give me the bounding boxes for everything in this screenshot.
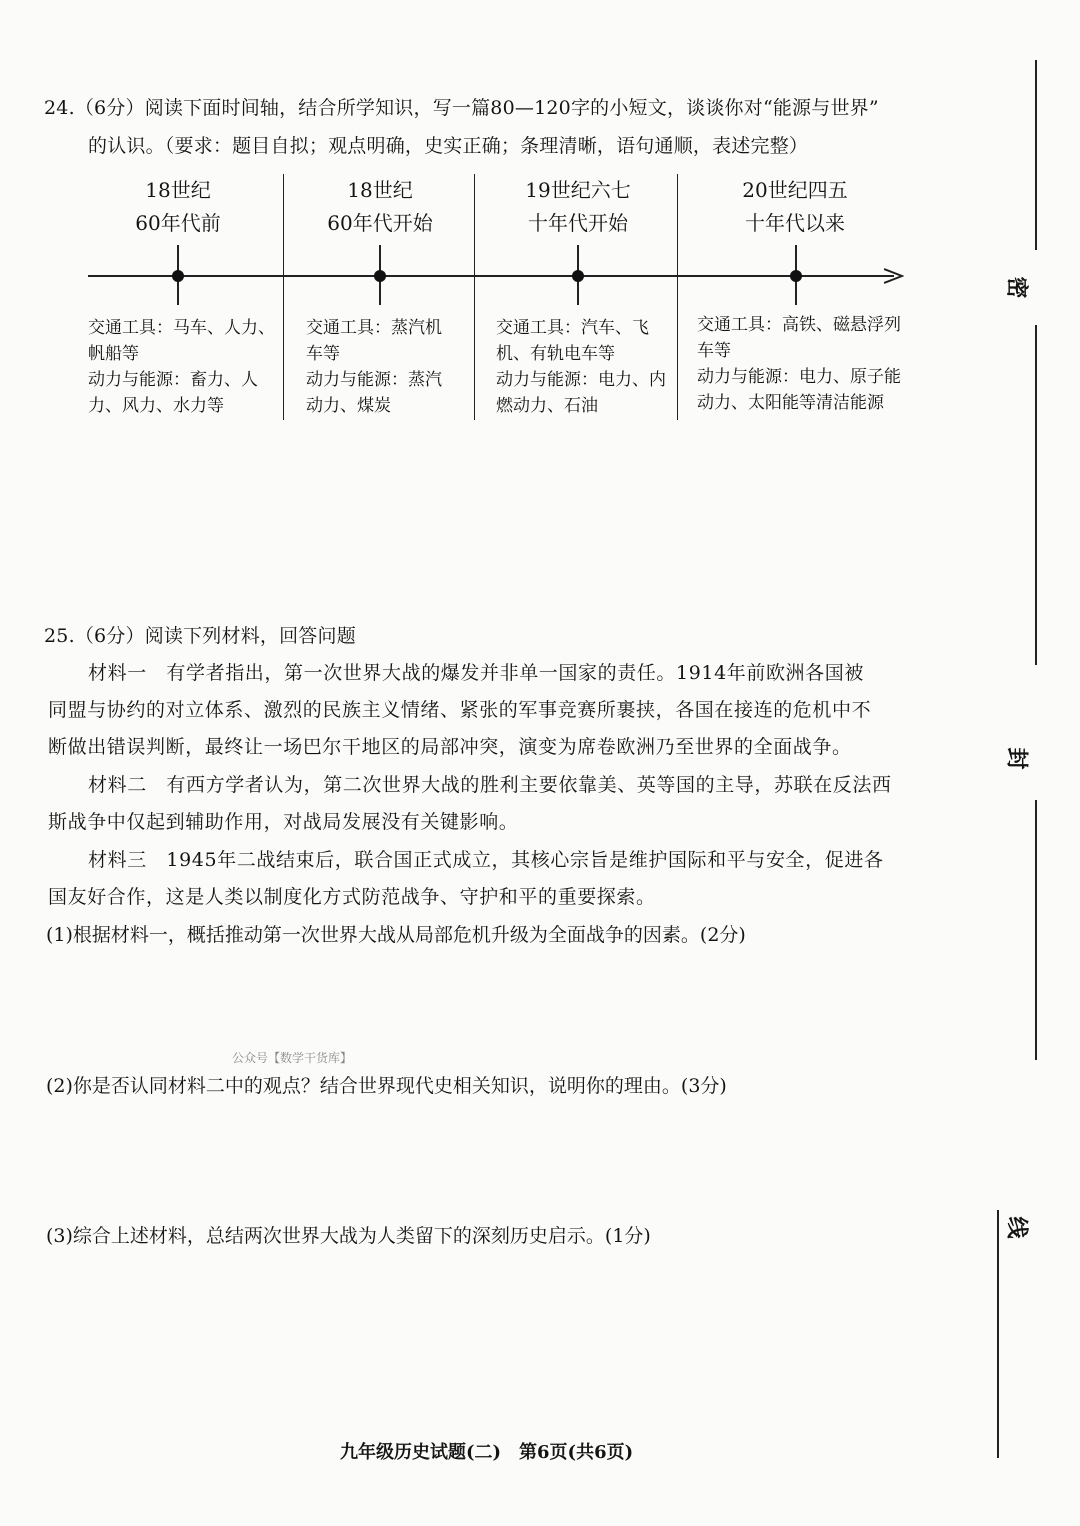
q25-material-2: 材料二 有西方学者认为，第二次世界大战的胜利主要依靠美、英等国的主导，苏联在反法西 斯战争中仅起到辅助作用，对战局发展没有关键影响。 <box>48 774 892 833</box>
timeline-period-1-desc: 交通工具：马车、人力、 帆船等 动力与能源：畜力、人 力、风力、水力等 <box>88 318 275 416</box>
timeline-period-1-head1: 18世纪 <box>145 178 211 202</box>
binding-char-2: 封 <box>1003 747 1030 770</box>
q24-prompt-line1: 24.（6分）阅读下面时间轴，结合所学知识，写一篇80—120字的小短文，谈谈你对“能源与世界” <box>44 97 879 119</box>
timeline-period-3-head1: 19世纪六七 <box>525 178 631 202</box>
q25-title: 25.（6分）阅读下列材料，回答问题 <box>44 625 356 647</box>
q25-material-1: 材料一 有学者指出，第一次世界大战的爆发并非单一国家的责任。1914年前欧洲各国被 同盟与协约的对立体系、激烈的民族主义情绪、紧张的军事竞赛所裹挟，各国在接连的危机中不 断做出错误判断，最终让一场巴尔干地区的局部冲突，演变为席卷欧洲乃至世界的全面战争。 <box>48 662 872 758</box>
q25-material-3: 材料三 1945年二战结束后，联合国正式成立，其核心宗旨是维护国际和平与安全，促进各 国友好合作，这是人类以制度化方式防范战争、守护和平的重要探索。 <box>48 849 884 908</box>
page-footer: 九年级历史试题(二) 第6页(共6页) <box>340 1442 634 1463</box>
timeline-axis <box>88 275 894 277</box>
q25-subquestion-3: (3)综合上述材料，总结两次世界大战为人类留下的深刻历史启示。(1分) <box>46 1225 651 1247</box>
timeline-period-4-head1: 20世纪四五 <box>742 178 848 202</box>
timeline-period-3-head2: 十年代开始 <box>528 211 628 235</box>
timeline-point <box>572 270 584 282</box>
q25-subquestion-1: (1)根据材料一，概括推动第一次世界大战从局部危机升级为全面战争的因素。(2分) <box>46 924 746 946</box>
timeline-point <box>374 270 386 282</box>
timeline-period-2-head2: 60年代开始 <box>327 211 433 235</box>
timeline-point <box>790 270 802 282</box>
q25-subquestion-2: (2)你是否认同材料二中的观点？结合世界现代史相关知识，说明你的理由。(3分) <box>46 1075 727 1097</box>
axis-arrow-icon <box>884 268 904 284</box>
timeline-period-1-head2: 60年代前 <box>135 211 221 235</box>
q24-prompt-line2: 的认识。（要求：题目自拟；观点明确，史实正确；条理清晰，语句通顺，表述完整） <box>88 135 809 157</box>
binding-line <box>1035 325 1037 665</box>
timeline-period-4-head2: 十年代以来 <box>745 211 845 235</box>
timeline-period-3-desc: 交通工具：汽车、飞 机、有轨电车等 动力与能源：电力、内 燃动力、石油 <box>496 318 666 416</box>
timeline-period-2-head1: 18世纪 <box>347 178 413 202</box>
watermark: 公众号【数学干货库】 <box>232 1051 353 1065</box>
binding-line <box>1035 60 1037 250</box>
timeline-period-4-desc: 交通工具：高铁、磁悬浮列 车等 动力与能源：电力、原子能 动力、太阳能等清洁能源 <box>697 315 901 413</box>
timeline-divider <box>283 174 284 420</box>
binding-char-1: 密 <box>1003 276 1030 299</box>
binding-char-3: 线 <box>1003 1216 1030 1239</box>
binding-line <box>997 1210 999 1458</box>
timeline-period-2-desc: 交通工具：蒸汽机 车等 动力与能源：蒸汽 动力、煤炭 <box>306 318 442 416</box>
binding-line <box>1035 800 1037 1060</box>
timeline-point <box>172 270 184 282</box>
